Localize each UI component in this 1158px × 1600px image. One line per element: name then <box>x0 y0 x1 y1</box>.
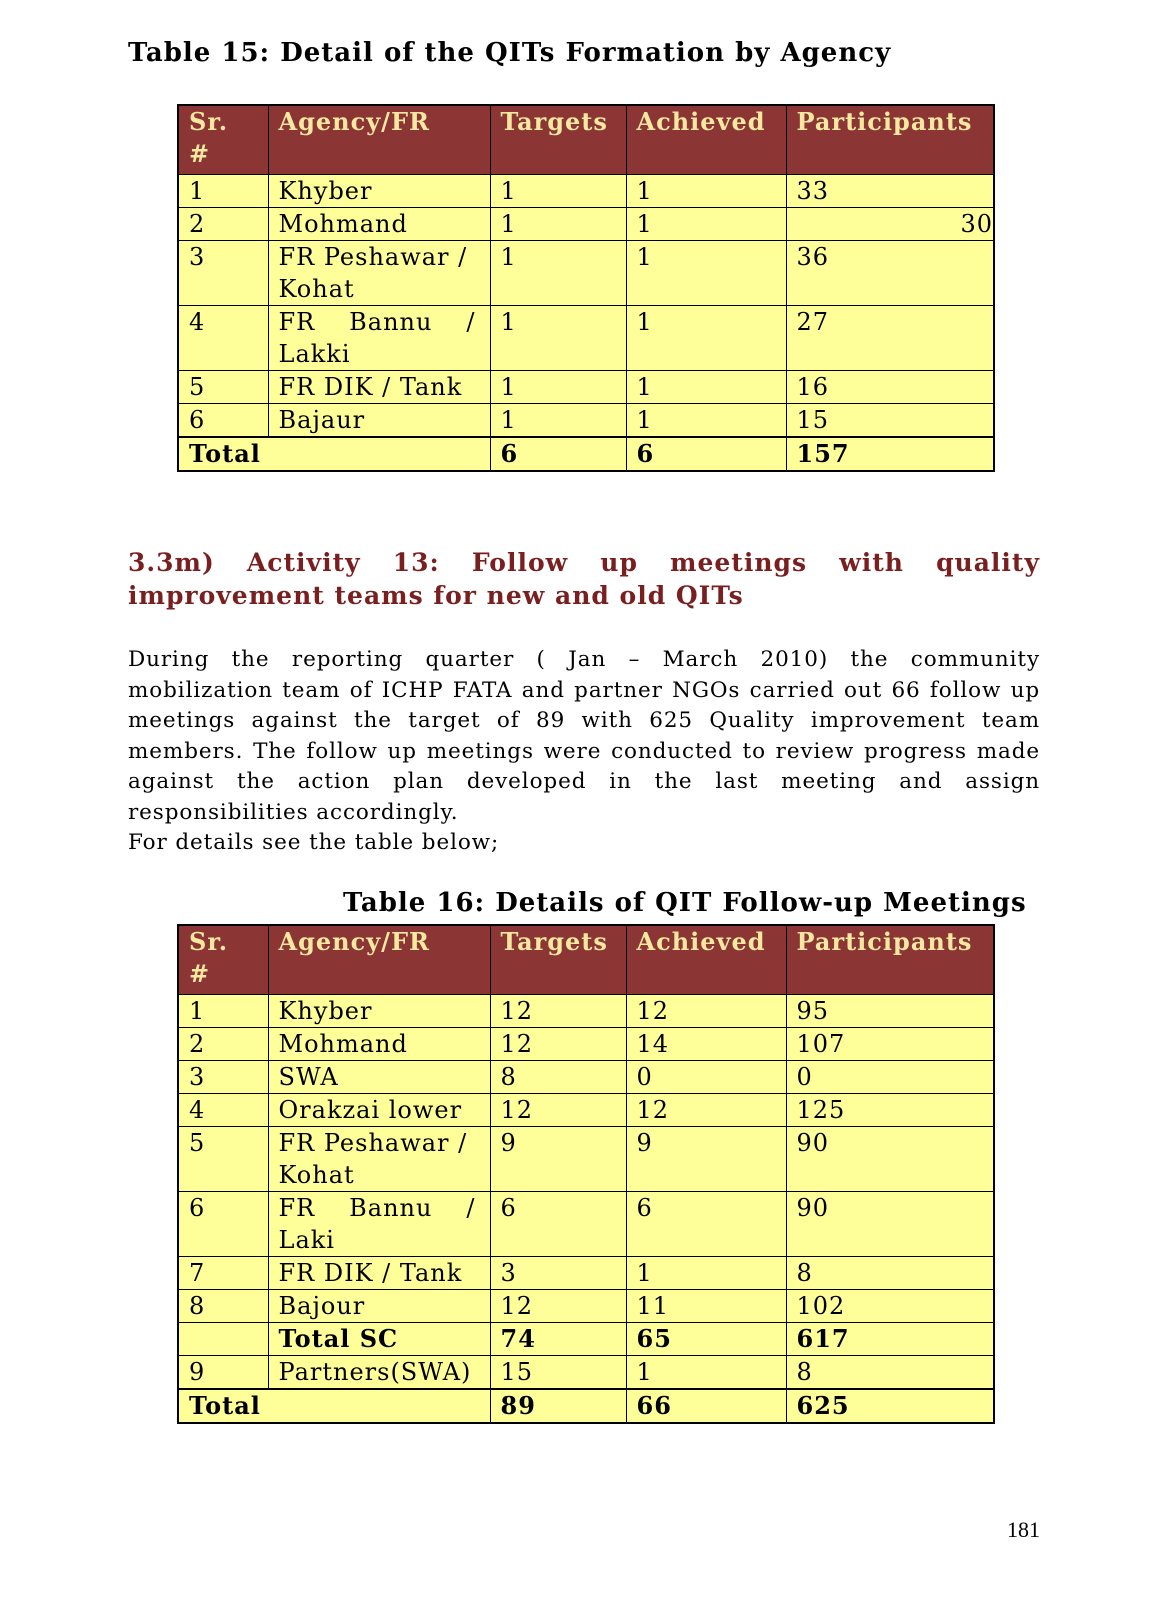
table-row <box>178 1094 994 1127</box>
table-total-row <box>178 1389 994 1423</box>
table16 <box>177 924 995 1424</box>
cell-targets: 74 <box>490 1323 626 1356</box>
cell-sr: 3 <box>178 241 268 306</box>
cell-achieved: 65 <box>626 1323 786 1356</box>
header-sr: Sr. # <box>178 925 268 995</box>
header-participants: Participants <box>786 105 994 175</box>
cell-targets: 8 <box>490 1061 626 1094</box>
cell-agency: Total SC <box>268 1323 490 1356</box>
cell-achieved: 1 <box>626 1257 786 1290</box>
cell-agency: Bajaur <box>268 404 490 438</box>
cell-agency: Bajour <box>268 1290 490 1323</box>
table15-caption: Table 15: Detail of the QITs Formation by Agency <box>128 38 892 68</box>
table-row <box>178 175 994 208</box>
cell-targets: 1 <box>490 175 626 208</box>
cell-sr: 9 <box>178 1356 268 1390</box>
table-row <box>178 371 994 404</box>
cell-participants: 90 <box>786 1127 994 1192</box>
table-row <box>178 306 994 371</box>
table-row <box>178 995 994 1028</box>
header-agency: Agency/FR <box>268 925 490 995</box>
table-row <box>178 208 994 241</box>
cell-achieved: 6 <box>626 437 786 471</box>
cell-participants: 625 <box>786 1389 994 1423</box>
cell-achieved: 11 <box>626 1290 786 1323</box>
cell-agency: FR Peshawar / Kohat <box>268 241 490 306</box>
body-paragraph: During the reporting quarter ( Jan – March 2010) the community mobilization team of ICHP FATA and partner NGOs carried out 66 follow up meetings against the target of 89 with 625 Quality improvement team members. The follow up meetings were conducted to review progress made against the action plan developed in the last meeting and assign responsibilities accordingly. For details see the table below; <box>128 645 1040 859</box>
table-subtotal-row <box>178 1323 994 1356</box>
cell-achieved: 14 <box>626 1028 786 1061</box>
cell-agency: FR Bannu / Lakki <box>268 306 490 371</box>
cell-participants: 90 <box>786 1192 994 1257</box>
cell-achieved: 1 <box>626 208 786 241</box>
cell-sr: 2 <box>178 1028 268 1061</box>
table-total-row <box>178 437 994 471</box>
cell-achieved: 1 <box>626 306 786 371</box>
cell-sr: 7 <box>178 1257 268 1290</box>
cell-sr: 5 <box>178 1127 268 1192</box>
table-row <box>178 1257 994 1290</box>
cell-participants: 36 <box>786 241 994 306</box>
cell-targets: 12 <box>490 995 626 1028</box>
table-row <box>178 1192 994 1257</box>
header-targets: Targets <box>490 925 626 995</box>
header-sr: Sr. # <box>178 105 268 175</box>
cell-agency: Khyber <box>268 175 490 208</box>
table15 <box>177 104 995 472</box>
cell-achieved: 66 <box>626 1389 786 1423</box>
page-number: 181 <box>1007 1517 1040 1542</box>
section-heading: 3.3m) Activity 13: Follow up meetings with quality improvement teams for new and old QITs <box>128 548 1040 610</box>
cell-targets: 15 <box>490 1356 626 1390</box>
cell-participants: 15 <box>786 404 994 438</box>
table-row <box>178 404 994 438</box>
cell-targets: 1 <box>490 404 626 438</box>
cell-sr: 3 <box>178 1061 268 1094</box>
cell-targets: 1 <box>490 241 626 306</box>
cell-targets: 1 <box>490 208 626 241</box>
cell-sr: 4 <box>178 306 268 371</box>
header-targets: Targets <box>490 105 626 175</box>
cell-total-label: Total <box>178 437 490 471</box>
cell-achieved: 1 <box>626 175 786 208</box>
cell-targets: 1 <box>490 371 626 404</box>
cell-sr: 6 <box>178 404 268 438</box>
cell-participants: 102 <box>786 1290 994 1323</box>
table-row <box>178 241 994 306</box>
cell-achieved: 1 <box>626 404 786 438</box>
cell-participants: 95 <box>786 995 994 1028</box>
cell-achieved: 12 <box>626 1094 786 1127</box>
cell-participants: 617 <box>786 1323 994 1356</box>
cell-targets: 1 <box>490 306 626 371</box>
cell-agency: SWA <box>268 1061 490 1094</box>
cell-participants: 8 <box>786 1257 994 1290</box>
cell-sr: 1 <box>178 175 268 208</box>
cell-participants: 30 <box>786 208 994 241</box>
cell-participants: 125 <box>786 1094 994 1127</box>
cell-agency: FR Bannu / Laki <box>268 1192 490 1257</box>
cell-participants: 107 <box>786 1028 994 1061</box>
cell-participants: 0 <box>786 1061 994 1094</box>
table16-caption: Table 16: Details of QIT Follow-up Meetings <box>343 888 1027 918</box>
cell-agency: FR DIK / Tank <box>268 1257 490 1290</box>
cell-achieved: 1 <box>626 241 786 306</box>
cell-achieved: 9 <box>626 1127 786 1192</box>
cell-targets: 3 <box>490 1257 626 1290</box>
table-row <box>178 1061 994 1094</box>
cell-participants: 157 <box>786 437 994 471</box>
cell-agency: FR Peshawar / Kohat <box>268 1127 490 1192</box>
cell-agency: Mohmand <box>268 208 490 241</box>
cell-targets: 6 <box>490 1192 626 1257</box>
table-row <box>178 1356 994 1390</box>
cell-targets: 12 <box>490 1028 626 1061</box>
cell-agency: Orakzai lower <box>268 1094 490 1127</box>
cell-participants: 27 <box>786 306 994 371</box>
cell-participants: 16 <box>786 371 994 404</box>
cell-sr: 6 <box>178 1192 268 1257</box>
cell-sr: 2 <box>178 208 268 241</box>
table-row <box>178 1290 994 1323</box>
cell-sr: 8 <box>178 1290 268 1323</box>
cell-agency: Partners(SWA) <box>268 1356 490 1390</box>
header-achieved: Achieved <box>626 925 786 995</box>
cell-targets: 6 <box>490 437 626 471</box>
cell-targets: 9 <box>490 1127 626 1192</box>
cell-achieved: 12 <box>626 995 786 1028</box>
cell-sr: 1 <box>178 995 268 1028</box>
cell-achieved: 0 <box>626 1061 786 1094</box>
header-agency: Agency/FR <box>268 105 490 175</box>
cell-targets: 89 <box>490 1389 626 1423</box>
header-achieved: Achieved <box>626 105 786 175</box>
cell-sr: 4 <box>178 1094 268 1127</box>
cell-targets: 12 <box>490 1094 626 1127</box>
cell-achieved: 1 <box>626 1356 786 1390</box>
cell-agency: FR DIK / Tank <box>268 371 490 404</box>
cell-agency: Mohmand <box>268 1028 490 1061</box>
cell-sr <box>178 1323 268 1356</box>
table-header-row <box>178 925 994 995</box>
table-reference-note: For details see the table below; <box>128 830 500 855</box>
cell-sr: 5 <box>178 371 268 404</box>
cell-total-label: Total <box>178 1389 490 1423</box>
cell-participants: 8 <box>786 1356 994 1390</box>
cell-participants: 33 <box>786 175 994 208</box>
table-row <box>178 1127 994 1192</box>
table-row <box>178 1028 994 1061</box>
cell-targets: 12 <box>490 1290 626 1323</box>
header-participants: Participants <box>786 925 994 995</box>
cell-agency: Khyber <box>268 995 490 1028</box>
table-header-row <box>178 105 994 175</box>
cell-achieved: 6 <box>626 1192 786 1257</box>
cell-achieved: 1 <box>626 371 786 404</box>
